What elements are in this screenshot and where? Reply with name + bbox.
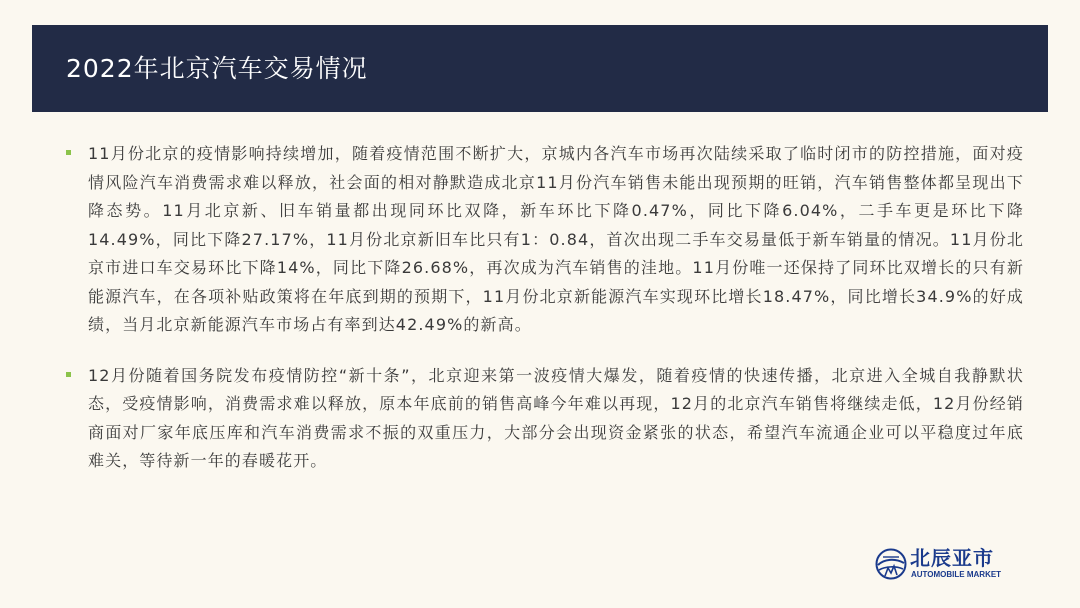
- title-banner: [32, 25, 1048, 112]
- paragraph-december: [64, 362, 1024, 476]
- bullet-icon: [66, 372, 71, 377]
- paragraph-november: [64, 140, 1024, 340]
- globe-car-logo-icon: [875, 548, 907, 580]
- paragraph-text: 11月份北京的疫情影响持续增加，随着疫情范围不断扩大，京城内各汽车市场再次陆续采取了临时闭市的防控措施，面对疫情风险汽车消费需求难以释放，社会面的相对静默造成北京11月份汽车销售未能出现预期的旺销，汽车销售整体都呈现出下降态势。11月北京新、旧车销量都出现同环比双降，新车环比下降0.47%，同比下降6.04%，二手车更是环比下降14.49%，同比下降27.17%，11月份北京新旧车比只有1：0.84，首次出现二手车交易量低于新车销量的情况。11月份北京市进口车交易环比下降14%，同比下降26.68%，再次成为汽车销售的洼地。11月份唯一还保持了同环比双增长的只有新能源汽车，在各项补贴政策将在年底到期的预期下，11月份北京新能源汽车实现环比增长18.47%，同比增长34.9%的好成绩，当月北京新能源汽车市场占有率到达42.49%的新高。: [88, 144, 1024, 334]
- logo-subtitle: AUTOMOBILE MARKET: [911, 570, 1002, 579]
- logo-name: 北辰亚市: [910, 546, 994, 570]
- company-logo: [875, 546, 1025, 584]
- page-title: 2022年北京汽车交易情况: [66, 54, 368, 83]
- paragraph-text: 12月份随着国务院发布疫情防控“新十条”，北京迎来第一波疫情大爆发，随着疫情的快速传播，北京进入全城自我静默状态，受疫情影响，消费需求难以释放，原本年底前的销售高峰今年难以再现，12月的北京汽车销售将继续走低，12月份经销商面对厂家年底压库和汽车消费需求不振的双重压力，大部分会出现资金紧张的状态，希望汽车流通企业可以平稳度过年底难关，等待新一年的春暖花开。: [88, 365, 1024, 470]
- body-content: [64, 140, 1024, 476]
- bullet-icon: [66, 150, 71, 155]
